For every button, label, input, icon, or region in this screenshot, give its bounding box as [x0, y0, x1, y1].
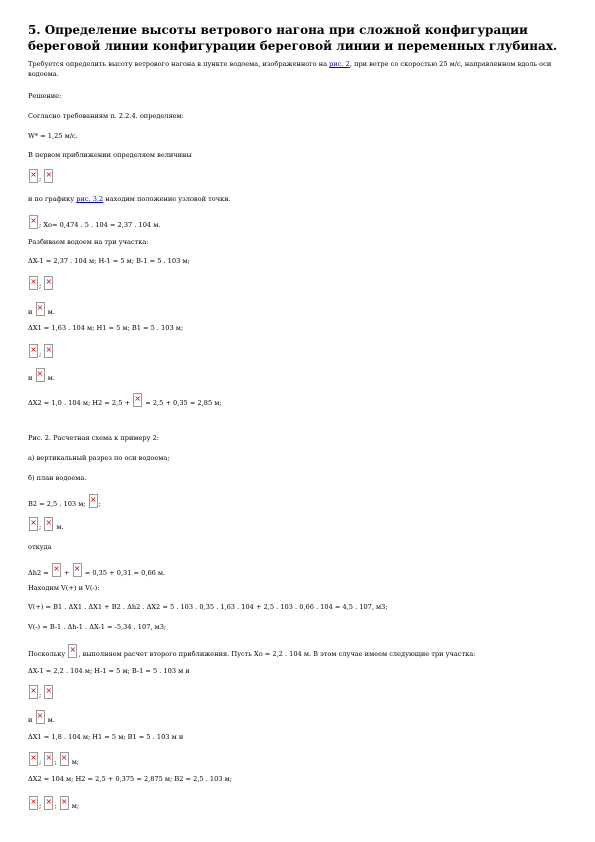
formula-line: [28, 494, 573, 510]
broken-image-icon: [60, 752, 69, 766]
text-segment: Δh2 =: [28, 569, 51, 577]
text-line: ΔX-1 = 2,37 . 104 м; H-1 = 5 м; B-1 = 5 . 103 м;: [28, 257, 190, 265]
text-segment: м;: [69, 802, 80, 810]
broken-image-icon: [29, 169, 38, 183]
text-line: Согласно требованиям п. 2.2.4. определяем:: [28, 112, 184, 120]
text-line: V(-) = B-1 . Δh-1 . ΔX-1 = -5,34 . 107, м3;: [28, 623, 167, 631]
text-line: ΔX1 = 1,8 . 104 м; H1 = 5 м; B1 = 5 . 103 м и: [28, 733, 184, 741]
text-segment: и: [28, 716, 35, 724]
broken-image-icon: [44, 517, 53, 531]
text-line: В первом приближении определяем величины: [28, 151, 192, 159]
text-line: а) вертикальный разрез по оси водоема;: [28, 454, 170, 462]
broken-image-icon: [36, 368, 45, 382]
text-line: б) план водоема.: [28, 474, 87, 482]
broken-image-icon: [133, 393, 142, 407]
formula-line: [28, 215, 573, 231]
text-segment: ;: [98, 500, 101, 508]
formula-line: ×; ×: [28, 685, 573, 701]
text-segment: м.: [45, 374, 55, 382]
text-segment: , выполняем расчет второго приближения. Пусть Xo = 2,2 . 104 м. В этом случае имеем следующие три участка:: [78, 650, 476, 658]
formula-line: ×; ×; × м;: [28, 752, 573, 768]
broken-image-icon: [52, 563, 61, 577]
broken-image-icon: [36, 302, 45, 316]
text-line: откуда: [28, 543, 52, 551]
figure-3-2-link[interactable]: рис. 3.2: [76, 195, 104, 203]
broken-image-icon: [44, 685, 53, 699]
text-segment: +: [61, 569, 72, 577]
broken-image-icon: [36, 710, 45, 724]
broken-image-icon: [44, 796, 53, 810]
text-segment: м.: [45, 308, 55, 316]
text-segment: = 0,35 + 0,31 = 0,66 м.: [82, 569, 166, 577]
text-segment: м;: [69, 758, 80, 766]
text-segment: и по графику: [28, 195, 77, 203]
text-segment: Поскольку: [28, 650, 68, 658]
broken-image-icon: [29, 276, 38, 290]
broken-image-icon: [29, 215, 38, 229]
text-segment: ΔX2 = 1,0 . 104 м; H2 = 2,5 +: [28, 399, 133, 407]
broken-image-icon: [29, 796, 38, 810]
task-text-2: , при ветре со скоростью 25 м/с, направленном вдоль оси водоема.: [28, 60, 552, 78]
task-text-1: Требуется определить высоту ветрового нагона в пункте водоема, изображенного на: [28, 60, 330, 68]
text-line: Разбиваем водоем на три участка:: [28, 238, 149, 246]
text-line: Находим V(+) и V(-):: [28, 584, 100, 592]
text-segment: и: [28, 374, 35, 382]
broken-image-icon: [29, 344, 38, 358]
formula-line: ×; ×: [28, 276, 573, 292]
figure-caption: Рис. 2. Расчетная схема к примеру 2:: [28, 434, 159, 442]
formula-line: [28, 644, 573, 660]
broken-image-icon: [68, 644, 77, 658]
text-line: V(+) = B1 . ΔX1 . ΔX1 + B2 . Δh2 . ΔX2 = 5 . 103 . 0,35 . 1,63 . 104 + 2,5 . 103 . 0,66 . 104 = 4,5 . 107, м3;: [28, 603, 388, 611]
text-line: ΔX-1 = 2,2 . 104 м; H-1 = 5 м; B-1 = 5 . 103 м и: [28, 667, 190, 675]
text-segment: B2 = 2,5 . 103 м;: [28, 500, 88, 508]
formula-line: ×; ×; × м;: [28, 796, 573, 812]
broken-image-icon: [60, 796, 69, 810]
broken-image-icon: [73, 563, 82, 577]
text-segment: м.: [45, 716, 55, 724]
text-line: W* = 1,25 м/с.: [28, 132, 78, 140]
text-line: ΔX1 = 1,63 . 104 м; H1 = 5 м; B1 = 5 . 103 м;: [28, 324, 184, 332]
broken-image-icon: [44, 276, 53, 290]
solution-label: Решение:: [28, 92, 62, 100]
text-segment: ; Xo= 0,474 . 5 . 104 = 2,37 . 104 м.: [39, 221, 161, 229]
formula-line: [28, 368, 573, 384]
broken-image-icon: [29, 752, 38, 766]
text-segment: и: [28, 308, 35, 316]
formula-line: ×; × м.: [28, 517, 573, 533]
formula-line: ×; ×: [28, 344, 573, 360]
formula-line: [28, 563, 573, 579]
text-segment: = 2,5 + 0,35 = 2,85 м;: [143, 399, 222, 407]
text-line: [28, 194, 573, 205]
formula-line: [28, 302, 573, 318]
text-line: ΔX2 = 104 м; H2 = 2,5 + 0,375 = 2,875 м; B2 = 2,5 . 103 м;: [28, 775, 232, 783]
section-heading: 5. Определение высоты ветрового нагона при сложной конфигурации береговой линии конфигурации береговой линии и переменных глубинах.: [28, 23, 558, 53]
text-segment: находим положение узловой точки.: [103, 195, 231, 203]
broken-image-icon: [29, 685, 38, 699]
broken-image-icon: [44, 752, 53, 766]
figure-2-link[interactable]: рис. 2: [329, 60, 350, 68]
formula-line: [28, 393, 573, 409]
broken-image-icon: [89, 494, 98, 508]
broken-image-icon: [44, 169, 53, 183]
broken-image-icon: [29, 517, 38, 531]
formula-line: [28, 710, 573, 726]
text-segment: м.: [54, 523, 64, 531]
task-statement: [28, 59, 573, 79]
broken-image-icon: [44, 344, 53, 358]
formula-line: ×; ×: [28, 169, 573, 185]
